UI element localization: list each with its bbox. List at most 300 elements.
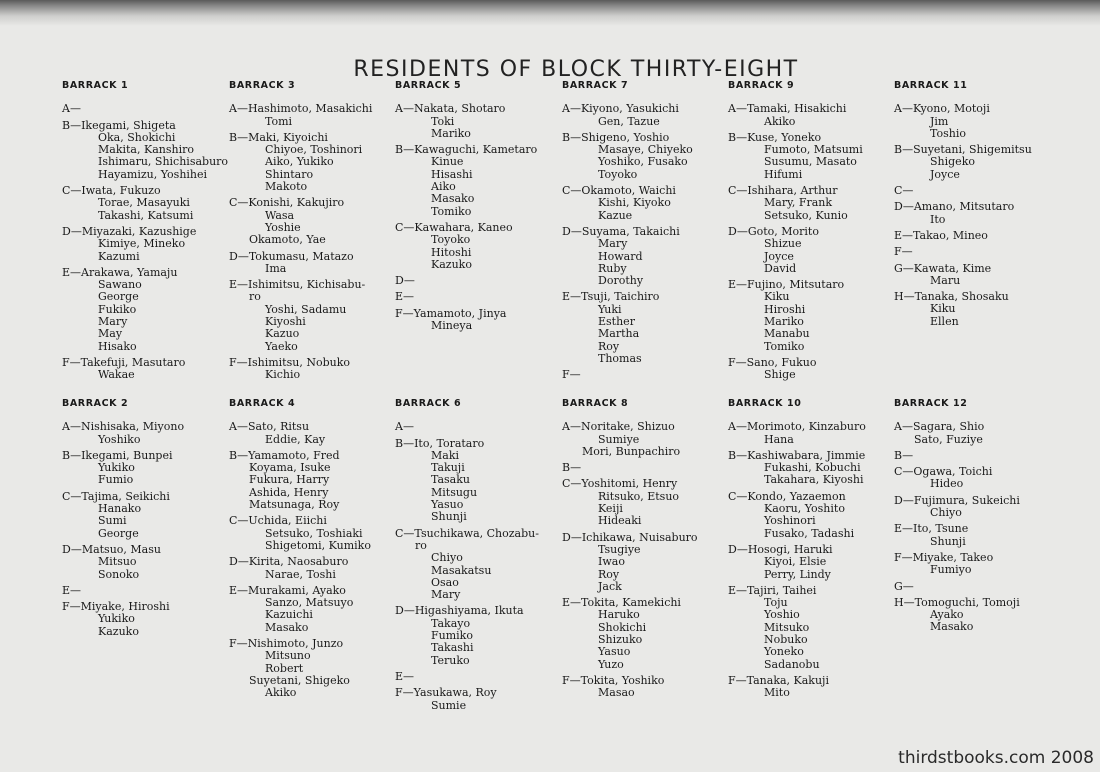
resident-name: George — [98, 290, 139, 304]
barrack-8 — [562, 398, 728, 704]
resident-name: Koyama, Isuke — [249, 461, 331, 475]
unit-head: D—Goto, Morito — [728, 224, 819, 238]
resident-name: Iwao — [598, 555, 625, 569]
resident-name: Kiku — [764, 290, 790, 304]
unit-head: B—Shigeno, Yoshio — [562, 130, 670, 144]
unit-head: H—Tanaka, Shosaku — [894, 290, 1009, 304]
barrack-title: BARRACK 10 — [728, 398, 802, 409]
unit-entry — [562, 675, 728, 700]
unit-entry — [562, 369, 728, 381]
resident-name: Mary, Frank — [764, 196, 833, 210]
resident-name: Tomiko — [764, 339, 805, 353]
resident-name: Yuzo — [598, 657, 624, 671]
unit-entry — [229, 132, 395, 193]
unit-head: D—Higashiyama, Ikuta — [395, 604, 524, 618]
unit-entry — [562, 103, 728, 128]
unit-head: E—Fujino, Mitsutaro — [728, 278, 845, 292]
resident-name: Shizue — [764, 237, 802, 251]
resident-name: Yoneko — [764, 645, 804, 659]
resident-name: Kiku — [930, 302, 956, 316]
unit-head: C—Iwata, Fukuzo — [62, 184, 161, 198]
unit-head: E—Takao, Mineo — [894, 228, 988, 242]
resident-name: Susumu, Masato — [764, 155, 857, 169]
resident-name: Sawano — [98, 278, 142, 292]
resident-name: Masako — [431, 192, 475, 206]
unit-head: C—Uchida, Eiichi — [229, 514, 327, 528]
unit-head: D—Hosogi, Haruki — [728, 542, 833, 556]
unit-head: F—Tanaka, Kakuji — [728, 673, 829, 687]
unit-head: B—Yamamoto, Fred — [229, 448, 340, 462]
unit-head: C—Yoshitomi, Henry — [562, 477, 678, 491]
unit-entry — [229, 279, 395, 353]
resident-name: Masao — [598, 686, 635, 700]
unit-entry — [62, 421, 228, 446]
barrack-12 — [894, 398, 1060, 638]
page-title: RESIDENTS OF BLOCK THIRTY-EIGHT — [353, 56, 799, 82]
resident-name: Shunji — [431, 510, 467, 524]
resident-name: Esther — [598, 315, 635, 329]
resident-name: Torae, Masayuki — [98, 196, 190, 210]
resident-name: Maki — [431, 448, 460, 462]
resident-name: Yaeko — [265, 339, 298, 353]
unit-entry — [62, 450, 228, 487]
barrack-title: BARRACK 11 — [894, 80, 968, 91]
resident-name: Shokichi — [598, 620, 647, 634]
barrack-11 — [894, 80, 1060, 332]
unit-head: D—Amano, Mitsutaro — [894, 200, 1015, 214]
unit-entry — [229, 638, 395, 699]
resident-name: Sonoko — [98, 567, 140, 581]
resident-name: Mitsuno — [265, 649, 311, 663]
resident-name: Wakae — [98, 368, 135, 382]
unit-entry — [894, 466, 1060, 491]
resident-name: Suyetani, Shigeko — [249, 673, 350, 687]
resident-name: Yoshie — [265, 220, 301, 234]
resident-name: Sumi — [98, 514, 127, 528]
resident-name: Fusako, Tadashi — [764, 526, 855, 540]
resident-name: Toshio — [930, 126, 966, 140]
unit-head: C—Kawahara, Kaneo — [395, 220, 513, 234]
unit-entry — [894, 246, 1060, 258]
unit-head: E—Tsuji, Taichiro — [562, 290, 660, 304]
unit-head: B— — [894, 448, 914, 462]
unit-entry — [562, 597, 728, 671]
resident-name: Robert — [265, 661, 304, 675]
resident-name: Fukiko — [98, 302, 137, 316]
resident-name: Toyoko — [598, 167, 638, 181]
resident-name: Chiyo — [431, 551, 463, 565]
resident-name: Mitsuko — [764, 620, 810, 634]
unit-head: F— — [894, 245, 913, 259]
resident-name: Jim — [930, 114, 949, 128]
unit-head: A—Noritake, Shizuo — [562, 420, 675, 434]
unit-head: A—Morimoto, Kinzaburo — [728, 420, 866, 434]
resident-name: Yuki — [598, 302, 622, 316]
barrack-7 — [562, 80, 728, 386]
resident-name: Thomas — [598, 351, 642, 365]
unit-entry — [62, 491, 228, 540]
unit-head: F—Miyake, Takeo — [894, 550, 994, 564]
unit-entry — [395, 222, 561, 271]
resident-name: Roy — [598, 339, 620, 353]
resident-name: Kazuko — [98, 624, 139, 638]
resident-name: Yukiko — [98, 612, 135, 626]
unit-entry — [894, 552, 1060, 577]
unit-head: E— — [62, 583, 82, 597]
unit-entry — [894, 201, 1060, 226]
resident-name: Aiko — [431, 180, 456, 194]
unit-head: E— — [395, 290, 415, 304]
unit-entry — [395, 528, 561, 602]
unit-head: D—Matsuo, Masu — [62, 542, 161, 556]
unit-head: B—Ikegami, Bunpei — [62, 448, 173, 462]
resident-name: Gen, Tazue — [598, 114, 660, 128]
resident-name: Perry, Lindy — [764, 567, 831, 581]
resident-name: Matsunaga, Roy — [249, 498, 340, 512]
unit-head: D—Ichikawa, Nuisaburo — [562, 530, 698, 544]
unit-entry — [728, 585, 894, 671]
resident-name: ro — [249, 290, 261, 304]
unit-head: A—Hashimoto, Masakichi — [229, 102, 373, 116]
resident-name: Shigetomi, Kumiko — [265, 538, 371, 552]
unit-entry — [728, 544, 894, 581]
unit-head: E—Murakami, Ayako — [229, 583, 346, 597]
resident-name: Fumio — [98, 473, 134, 487]
resident-name: Setsuko, Toshiaki — [265, 526, 363, 540]
resident-name: Hitoshi — [431, 245, 472, 259]
unit-head: F—Yamamoto, Jinya — [395, 306, 507, 320]
barrack-2 — [62, 398, 228, 642]
unit-entry — [229, 103, 395, 128]
resident-name: Mori, Bunpachiro — [582, 444, 681, 458]
resident-name: Makoto — [265, 180, 308, 194]
resident-name: Ruby — [598, 261, 627, 275]
unit-entry — [562, 478, 728, 527]
unit-entry — [395, 421, 561, 433]
barrack-title: BARRACK 7 — [562, 80, 629, 91]
resident-name: ro — [415, 538, 427, 552]
unit-entry — [728, 103, 894, 128]
unit-entry — [728, 279, 894, 353]
resident-name: Kazuo — [265, 327, 300, 341]
resident-name: Maru — [930, 273, 961, 287]
unit-head: D—Miyazaki, Kazushige — [62, 224, 197, 238]
resident-name: Tomi — [265, 114, 293, 128]
unit-entry — [62, 267, 228, 353]
unit-entry — [395, 671, 561, 683]
unit-entry — [562, 291, 728, 365]
resident-name: Takayo — [431, 616, 471, 630]
unit-entry — [395, 144, 561, 218]
unit-entry — [894, 450, 1060, 462]
unit-entry — [894, 185, 1060, 197]
barrack-title: BARRACK 12 — [894, 398, 968, 409]
unit-head: C—Ogawa, Toichi — [894, 465, 993, 479]
barrack-title: BARRACK 3 — [229, 80, 296, 91]
resident-name: Eddie, Kay — [265, 432, 326, 446]
unit-entry — [395, 275, 561, 287]
resident-name: Yoshio — [764, 608, 800, 622]
resident-name: Kaoru, Yoshito — [764, 502, 845, 516]
resident-name: Ima — [265, 261, 287, 275]
resident-name: Fumiyo — [930, 563, 972, 577]
unit-head: E—Ito, Tsune — [894, 522, 969, 536]
resident-name: Joyce — [930, 167, 960, 181]
resident-name: David — [764, 261, 797, 275]
resident-name: Takashi — [431, 641, 474, 655]
resident-name: Okamoto, Yae — [249, 233, 326, 247]
unit-head: B—Maki, Kiyoichi — [229, 130, 328, 144]
unit-head: A— — [395, 420, 414, 434]
unit-entry — [562, 421, 728, 458]
resident-name: Narae, Toshi — [265, 567, 336, 581]
resident-name: Sumiye — [598, 432, 640, 446]
resident-name: Hanako — [98, 502, 142, 516]
resident-name: May — [98, 327, 123, 341]
resident-name: Ishimaru, Shichisaburo — [98, 155, 229, 169]
resident-name: Akiko — [265, 686, 297, 700]
unit-entry — [728, 450, 894, 487]
resident-name: Shunji — [930, 534, 966, 548]
barrack-title: BARRACK 1 — [62, 80, 129, 91]
unit-entry — [229, 556, 395, 581]
resident-name: Ayako — [930, 608, 964, 622]
unit-head: F—Nishimoto, Junzo — [229, 637, 344, 651]
barrack-4 — [229, 398, 395, 704]
resident-name: Jack — [598, 579, 622, 593]
watermark: thirdstbooks.com 2008 — [898, 748, 1094, 768]
unit-entry — [728, 132, 894, 181]
resident-name: Akiko — [764, 114, 796, 128]
unit-head: E— — [395, 669, 415, 683]
resident-name: Tomiko — [431, 204, 472, 218]
resident-name: Mary — [98, 315, 128, 329]
resident-name: Ashida, Henry — [249, 485, 329, 499]
unit-entry — [229, 515, 395, 552]
resident-name: Hiroshi — [764, 302, 806, 316]
resident-name: Makita, Kanshiro — [98, 143, 194, 157]
unit-entry — [62, 185, 228, 222]
unit-entry — [894, 103, 1060, 140]
unit-head: A—Kyono, Motoji — [894, 102, 990, 116]
resident-name: Setsuko, Kunio — [764, 208, 848, 222]
unit-entry — [894, 230, 1060, 242]
resident-name: Yoshiko — [98, 432, 141, 446]
unit-entry — [229, 421, 395, 446]
unit-entry — [894, 263, 1060, 288]
unit-head: E—Ishimitsu, Kichisabu- — [229, 278, 366, 292]
unit-entry — [62, 601, 228, 638]
resident-name: Kimiye, Mineko — [98, 237, 186, 251]
resident-name: Kazue — [598, 208, 633, 222]
unit-entry — [894, 523, 1060, 548]
resident-name: Takuji — [431, 461, 465, 475]
unit-head: B—Ito, Torataro — [395, 436, 485, 450]
resident-name: Fumoto, Matsumi — [764, 143, 863, 157]
resident-name: Nobuko — [764, 633, 808, 647]
unit-entry — [62, 357, 228, 382]
unit-entry — [395, 103, 561, 140]
resident-name: Masako — [930, 620, 974, 634]
resident-name: Yoshi, Sadamu — [265, 302, 347, 316]
unit-entry — [395, 291, 561, 303]
barrack-6 — [395, 398, 561, 716]
unit-head: F—Ishimitsu, Nobuko — [229, 355, 350, 369]
unit-entry — [562, 185, 728, 222]
resident-name: Manabu — [764, 327, 810, 341]
resident-name: Chiyoe, Toshinori — [265, 143, 363, 157]
unit-entry — [894, 597, 1060, 634]
unit-entry — [62, 585, 228, 597]
unit-entry — [229, 450, 395, 511]
resident-name: Kishi, Kiyoko — [598, 196, 671, 210]
unit-head: A—Nakata, Shotaro — [395, 102, 506, 116]
resident-name: Hisashi — [431, 167, 473, 181]
barrack-3 — [229, 80, 395, 386]
resident-name: Hideaki — [598, 514, 642, 528]
unit-entry — [229, 585, 395, 634]
resident-name: Mineya — [431, 319, 473, 333]
unit-head: A—Tamaki, Hisakichi — [728, 102, 847, 116]
unit-entry — [62, 544, 228, 581]
resident-name: Sadanobu — [764, 657, 820, 671]
unit-head: D—Fujimura, Sukeichi — [894, 493, 1020, 507]
barrack-title: BARRACK 4 — [229, 398, 296, 409]
resident-name: Mary — [431, 588, 461, 602]
unit-entry — [62, 120, 228, 181]
resident-name: Haruko — [598, 608, 640, 622]
resident-name: Teruko — [431, 653, 470, 667]
resident-name: Hayamizu, Yoshihei — [98, 167, 208, 181]
resident-name: Masaye, Chiyeko — [598, 143, 693, 157]
unit-head: F— — [562, 368, 581, 382]
resident-name: Kiyoi, Elsie — [764, 555, 827, 569]
resident-name: Ritsuko, Etsuo — [598, 489, 680, 503]
resident-name: Takashi, Katsumi — [98, 208, 194, 222]
unit-head: F—Takefuji, Masutaro — [62, 355, 186, 369]
unit-head: C—Kondo, Yazaemon — [728, 489, 846, 503]
unit-entry — [395, 438, 561, 524]
unit-entry — [728, 491, 894, 540]
scan-edge-shadow — [0, 0, 1100, 26]
unit-head: B—Suyetani, Shigemitsu — [894, 143, 1032, 157]
unit-entry — [728, 226, 894, 275]
unit-head: C—Konishi, Kakujiro — [229, 196, 345, 210]
resident-name: Hana — [764, 432, 794, 446]
unit-head: A—Sato, Ritsu — [229, 420, 310, 434]
unit-entry — [229, 197, 395, 246]
unit-head: B—Kashiwabara, Jimmie — [728, 448, 866, 462]
resident-name: Hideo — [930, 477, 964, 491]
resident-name: Roy — [598, 567, 620, 581]
resident-name: Yukiko — [98, 461, 135, 475]
unit-entry — [728, 675, 894, 700]
unit-entry — [894, 144, 1060, 181]
resident-name: Kazuko — [431, 257, 472, 271]
resident-name: Kazumi — [98, 249, 140, 263]
resident-name: Sato, Fuziye — [914, 432, 983, 446]
unit-head: B—Kuse, Yoneko — [728, 130, 822, 144]
unit-entry — [728, 357, 894, 382]
unit-entry — [562, 532, 728, 593]
resident-name: Tsugiye — [598, 542, 641, 556]
resident-name: Yasuo — [431, 498, 464, 512]
resident-name: Tasaku — [431, 473, 470, 487]
barrack-title: BARRACK 5 — [395, 80, 462, 91]
unit-head: C—Tsuchikawa, Chozabu- — [395, 526, 539, 540]
unit-head: A— — [62, 102, 81, 116]
barrack-title: BARRACK 2 — [62, 398, 129, 409]
unit-entry — [395, 687, 561, 712]
unit-entry — [894, 581, 1060, 593]
barrack-title: BARRACK 6 — [395, 398, 462, 409]
unit-head: E—Tokita, Kamekichi — [562, 596, 681, 610]
unit-entry — [395, 605, 561, 666]
unit-head: C—Tajima, Seikichi — [62, 489, 170, 503]
resident-name: Toju — [764, 596, 788, 610]
unit-head: A—Sagara, Shio — [894, 420, 985, 434]
resident-name: Takahara, Kiyoshi — [764, 473, 864, 487]
resident-name: Hisako — [98, 339, 137, 353]
resident-name: Shige — [764, 368, 796, 382]
unit-head: D—Suyama, Takaichi — [562, 224, 680, 238]
unit-entry — [229, 251, 395, 276]
unit-entry — [894, 495, 1060, 520]
barrack-1 — [62, 80, 228, 386]
resident-name: Fukashi, Kobuchi — [764, 461, 861, 475]
resident-name: Martha — [598, 327, 640, 341]
resident-name: Fumiko — [431, 629, 473, 643]
resident-name: Shizuko — [598, 633, 643, 647]
resident-name: Joyce — [764, 249, 794, 263]
resident-name: Mariko — [431, 126, 471, 140]
unit-head: F—Sano, Fukuo — [728, 355, 817, 369]
resident-name: Yoshinori — [764, 514, 816, 528]
resident-name: Yoshiko, Fusako — [598, 155, 688, 169]
resident-name: Sumie — [431, 698, 467, 712]
unit-head: G—Kawata, Kime — [894, 261, 992, 275]
unit-entry — [894, 421, 1060, 446]
resident-name: Osao — [431, 575, 459, 589]
barrack-10 — [728, 398, 894, 704]
unit-entry — [229, 357, 395, 382]
resident-name: Mitsugu — [431, 485, 478, 499]
unit-head: E—Tajiri, Taihei — [728, 583, 817, 597]
unit-head: F—Tokita, Yoshiko — [562, 673, 665, 687]
unit-entry — [562, 132, 728, 181]
resident-name: Masako — [265, 620, 309, 634]
unit-entry — [395, 308, 561, 333]
resident-name: Wasa — [265, 208, 295, 222]
resident-name: Yasuo — [598, 645, 631, 659]
unit-head: B—Ikegami, Shigeta — [62, 118, 176, 132]
unit-entry — [562, 226, 728, 287]
unit-head: A—Kiyono, Yasukichi — [562, 102, 679, 116]
unit-entry — [62, 103, 228, 115]
unit-head: D—Kirita, Naosaburo — [229, 555, 349, 569]
resident-name: Dorothy — [598, 274, 644, 288]
unit-head: G— — [894, 579, 914, 593]
resident-name: Howard — [598, 249, 643, 263]
unit-entry — [562, 462, 728, 474]
resident-name: Chiyo — [930, 506, 962, 520]
resident-name: Masakatsu — [431, 563, 492, 577]
resident-name: Hifumi — [764, 167, 803, 181]
unit-head: E—Arakawa, Yamaju — [62, 265, 178, 279]
unit-head: F—Miyake, Hiroshi — [62, 600, 170, 614]
resident-name: Kichio — [265, 368, 301, 382]
unit-head: D— — [395, 274, 415, 288]
